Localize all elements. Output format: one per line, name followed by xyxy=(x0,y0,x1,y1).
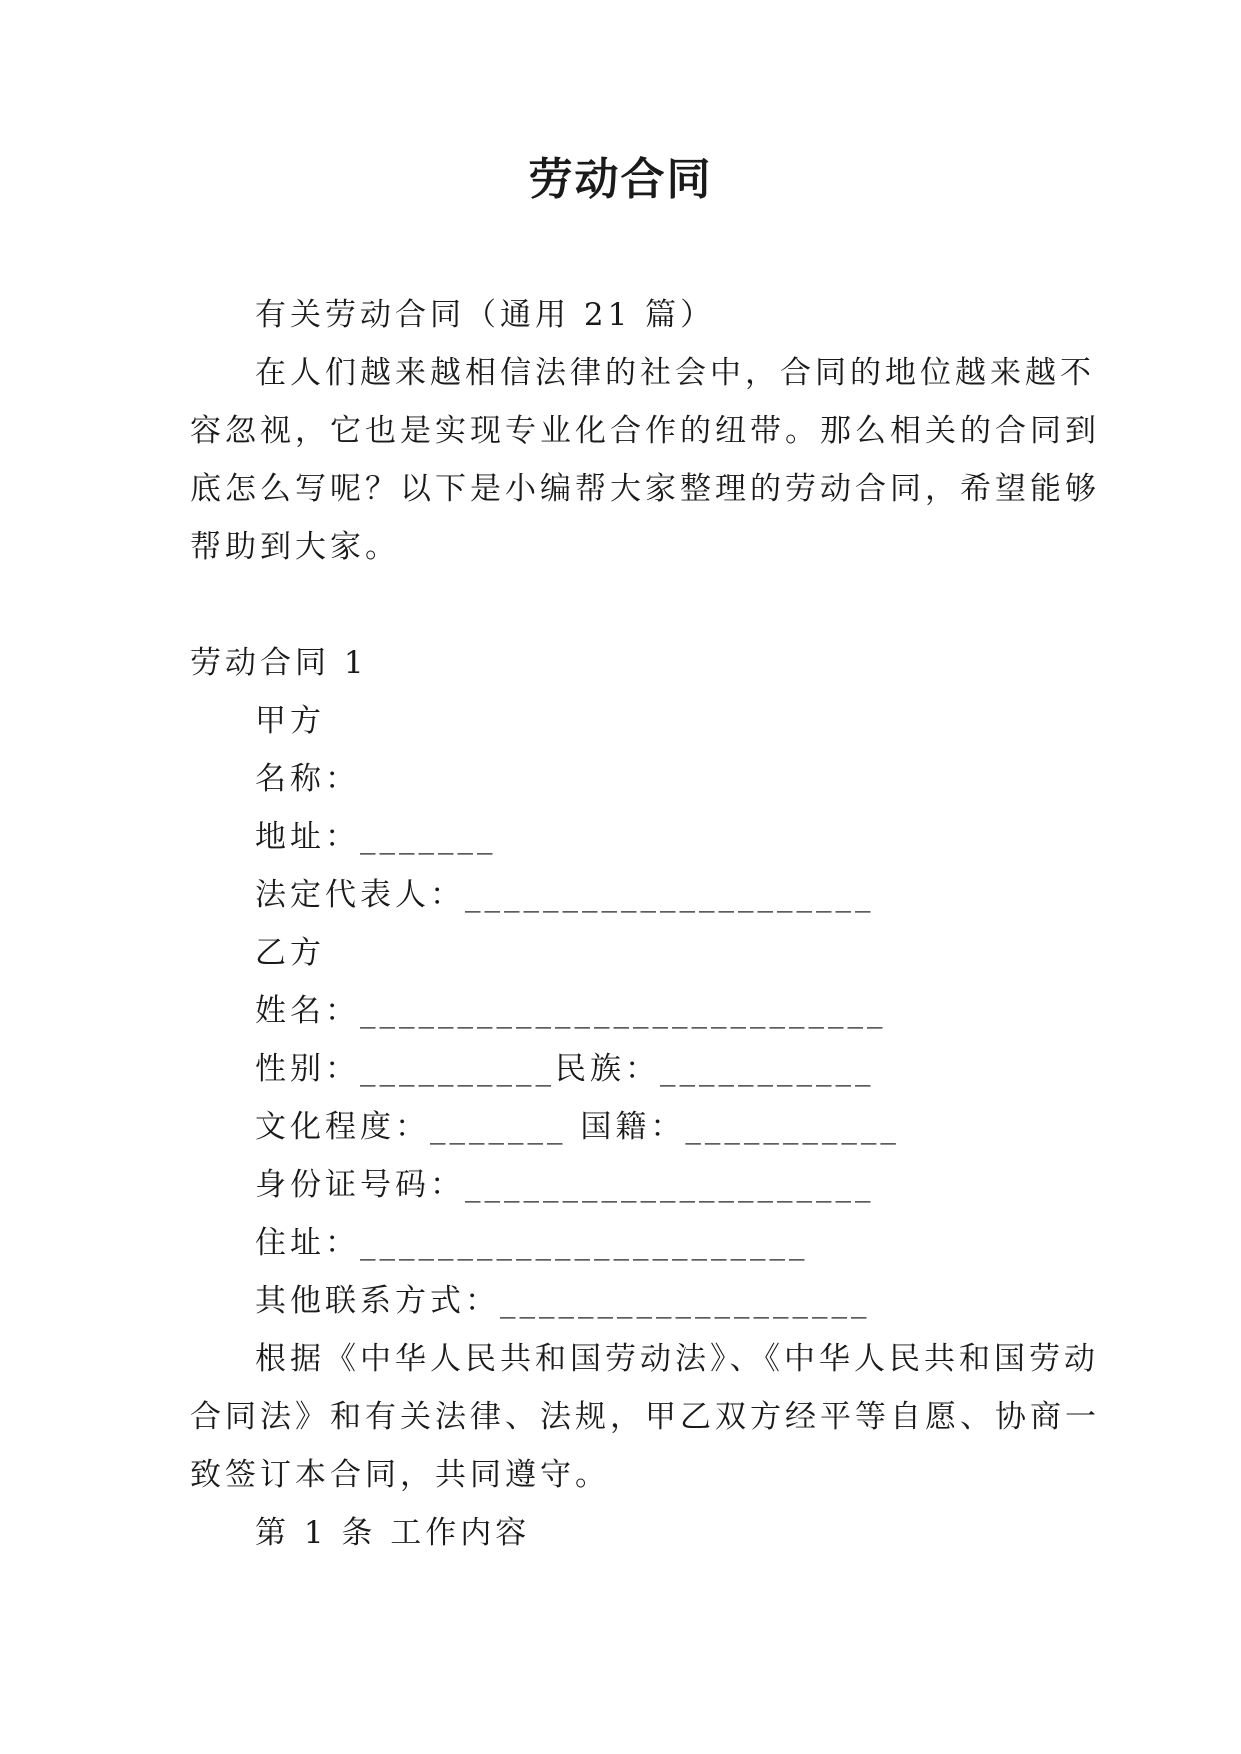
intro-line-4: 帮助到大家。 xyxy=(190,529,400,565)
document-title: 劳动合同 xyxy=(528,154,713,205)
subtitle: 有关劳动合同（通用 21 篇） xyxy=(255,297,716,333)
section-heading: 劳动合同 1 xyxy=(190,645,368,681)
party-b-label: 乙方 xyxy=(255,935,325,971)
party-a-name-field: 名称： xyxy=(255,761,360,797)
party-b-name-field: 姓名：___________________________ xyxy=(255,993,887,1029)
party-a-legal-rep-field: 法定代表人：_____________________ xyxy=(255,877,875,913)
party-a-label: 甲方 xyxy=(255,703,325,739)
party-b-gender-ethnicity-field: 性别：__________民族：___________ xyxy=(255,1051,875,1087)
basis-line-3: 致签订本合同，共同遵守。 xyxy=(190,1457,610,1493)
article-1-heading: 第 1 条 工作内容 xyxy=(255,1515,531,1551)
party-a-address-field: 地址：_______ xyxy=(255,819,497,855)
intro-line-2: 容忽视，它也是实现专业化合作的纽带。那么相关的合同到 xyxy=(190,413,1100,449)
intro-line-3: 底怎么写呢？以下是小编帮大家整理的劳动合同，希望能够 xyxy=(190,471,1100,507)
party-b-other-contact-field: 其他联系方式：___________________ xyxy=(255,1283,871,1319)
basis-line-1: 根据《中华人民共和国劳动法》、《中华人民共和国劳动 xyxy=(255,1341,1099,1377)
party-b-education-nationality-field: 文化程度：_______ 国籍：___________ xyxy=(255,1109,900,1145)
basis-line-2: 合同法》和有关法律、法规，甲乙双方经平等自愿、协商一 xyxy=(190,1399,1100,1435)
party-b-address-field: 住址：_______________________ xyxy=(255,1225,809,1261)
party-b-id-number-field: 身份证号码：_____________________ xyxy=(255,1167,875,1203)
intro-line-1: 在人们越来越相信法律的社会中，合同的地位越来越不 xyxy=(255,355,1095,391)
